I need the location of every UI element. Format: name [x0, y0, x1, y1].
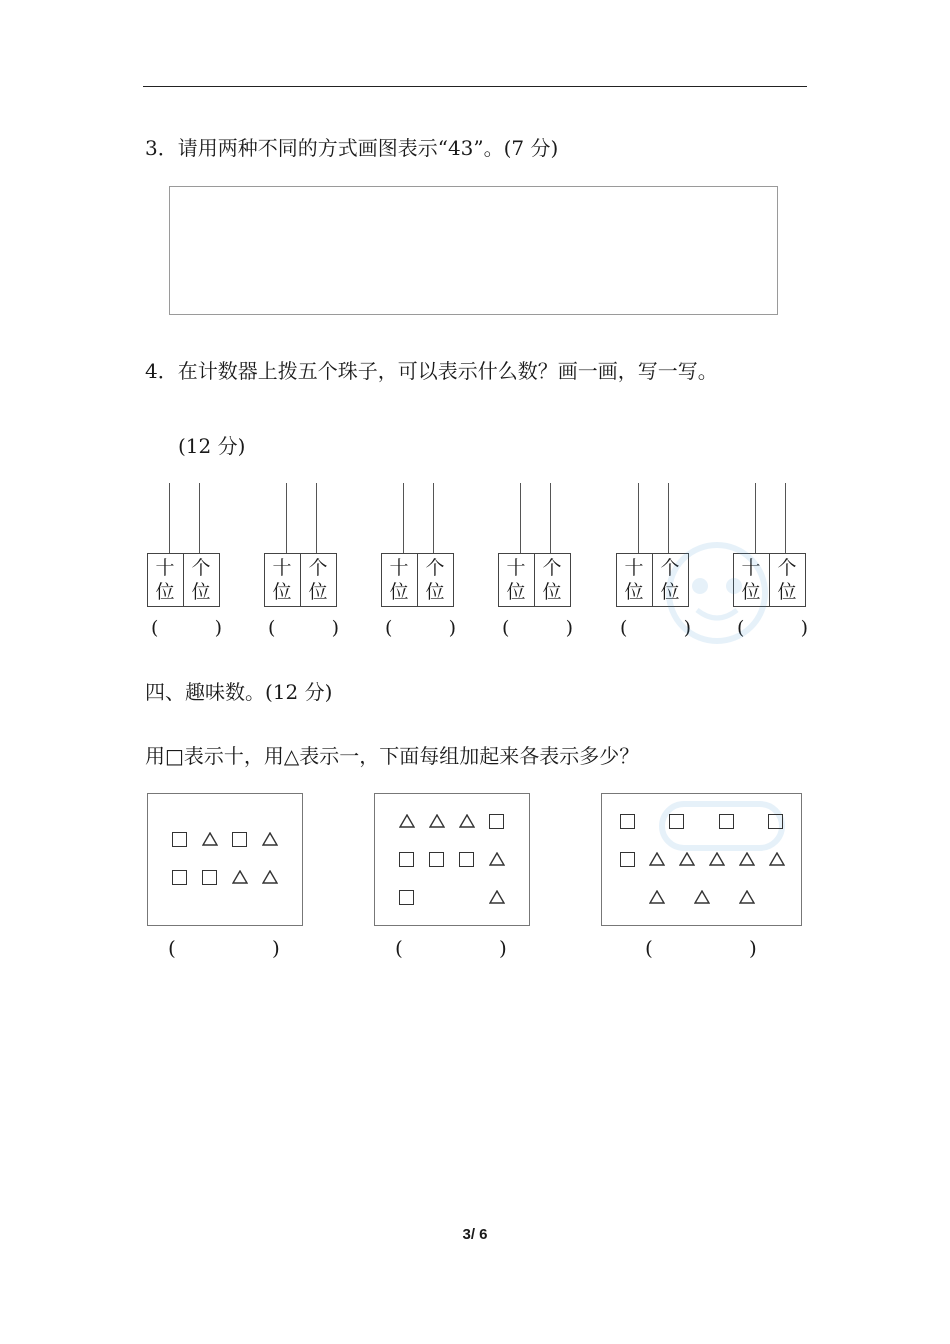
square-icon	[459, 852, 474, 867]
ones-label: 个 位	[191, 557, 211, 603]
square-icon	[489, 814, 504, 829]
triangle-icon	[769, 852, 785, 866]
triangle-icon	[694, 890, 710, 904]
answer-blank-3[interactable]	[657, 934, 747, 960]
shape-group-3	[601, 793, 802, 926]
ones-rod[interactable]	[199, 483, 200, 553]
answer-paren-left: (	[645, 936, 653, 960]
square-icon	[429, 852, 444, 867]
tens-label: 十 位	[506, 557, 526, 603]
answer-paren-left: (	[168, 936, 176, 960]
triangle-icon	[262, 832, 278, 846]
abacus-row	[147, 483, 812, 653]
abacus[interactable]: 十 位 个 位 ( )	[264, 483, 339, 573]
ones-rod[interactable]	[316, 483, 317, 553]
square-icon	[232, 832, 247, 847]
triangle-icon	[739, 852, 755, 866]
triangle-icon	[232, 870, 248, 884]
tens-rod[interactable]	[520, 483, 521, 553]
tens-rod[interactable]	[403, 483, 404, 553]
ones-label: 个 位	[542, 557, 562, 603]
square-icon	[719, 814, 734, 829]
abacus-base	[498, 553, 571, 607]
answer-paren-left: (	[395, 936, 403, 960]
triangle-icon	[399, 814, 415, 828]
triangle-icon	[262, 870, 278, 884]
tens-rod[interactable]	[169, 483, 170, 553]
triangle-icon	[709, 852, 725, 866]
tens-label: 十 位	[624, 557, 644, 603]
square-icon	[620, 852, 635, 867]
triangle-icon	[429, 814, 445, 828]
question-3-answer-box[interactable]	[169, 186, 778, 315]
answer-paren-right: )	[749, 936, 757, 960]
tens-label: 十 位	[272, 557, 292, 603]
triangle-icon	[489, 852, 505, 866]
ones-label: 个 位	[425, 557, 445, 603]
question-3-text: 3．请用两种不同的方式画图表示“43”。(7 分)	[145, 136, 559, 160]
abacus[interactable]: 十 位 个 位 ( )	[498, 483, 573, 573]
tens-label: 十 位	[155, 557, 175, 603]
abacus-base	[147, 553, 220, 607]
square-icon	[172, 832, 187, 847]
triangle-icon	[679, 852, 695, 866]
triangle-icon	[649, 890, 665, 904]
tens-label: 十 位	[389, 557, 409, 603]
answer-paren-right: )	[272, 936, 280, 960]
abacus[interactable]: 十 位 个 位 ( )	[147, 483, 222, 573]
ones-label: 个 位	[308, 557, 328, 603]
square-icon	[172, 870, 187, 885]
ones-label: 个 位	[660, 557, 680, 603]
ones-label: 个 位	[777, 557, 797, 603]
ones-rod[interactable]	[433, 483, 434, 553]
section-4-instruction: 用□表示十，用△表示一，下面每组加起来各表示多少？	[145, 744, 640, 768]
answer-paren-right: )	[499, 936, 507, 960]
triangle-icon	[489, 890, 505, 904]
square-icon	[399, 890, 414, 905]
abacus[interactable]: 十 位 个 位 ( )	[733, 483, 808, 573]
abacus-base	[264, 553, 337, 607]
question-4-text: 4．在计数器上拨五个珠子，可以表示什么数？画一画，写一写。	[145, 359, 718, 383]
triangle-icon	[739, 890, 755, 904]
section-4-title: 四、趣味数。(12 分)	[145, 680, 333, 704]
abacus[interactable]: 十 位 个 位 ( )	[381, 483, 456, 573]
triangle-icon	[459, 814, 475, 828]
ones-rod[interactable]	[550, 483, 551, 553]
triangle-icon	[202, 832, 218, 846]
tens-label: 十 位	[741, 557, 761, 603]
tens-rod[interactable]	[286, 483, 287, 553]
abacus[interactable]: 十 位 个 位 ( )	[616, 483, 691, 573]
answer-blank-2[interactable]	[407, 934, 497, 960]
square-icon	[202, 870, 217, 885]
header-rule	[143, 86, 807, 87]
abacus-base	[381, 553, 454, 607]
shape-group-2	[374, 793, 530, 926]
answer-blank-1[interactable]	[180, 934, 270, 960]
square-icon	[669, 814, 684, 829]
square-icon	[399, 852, 414, 867]
triangle-icon	[649, 852, 665, 866]
square-icon	[620, 814, 635, 829]
watermark-logo	[622, 538, 812, 648]
question-4-score: (12 分)	[178, 434, 246, 458]
page-number: 3/ 6	[462, 1226, 488, 1243]
shape-group-1	[147, 793, 303, 926]
square-icon	[768, 814, 783, 829]
